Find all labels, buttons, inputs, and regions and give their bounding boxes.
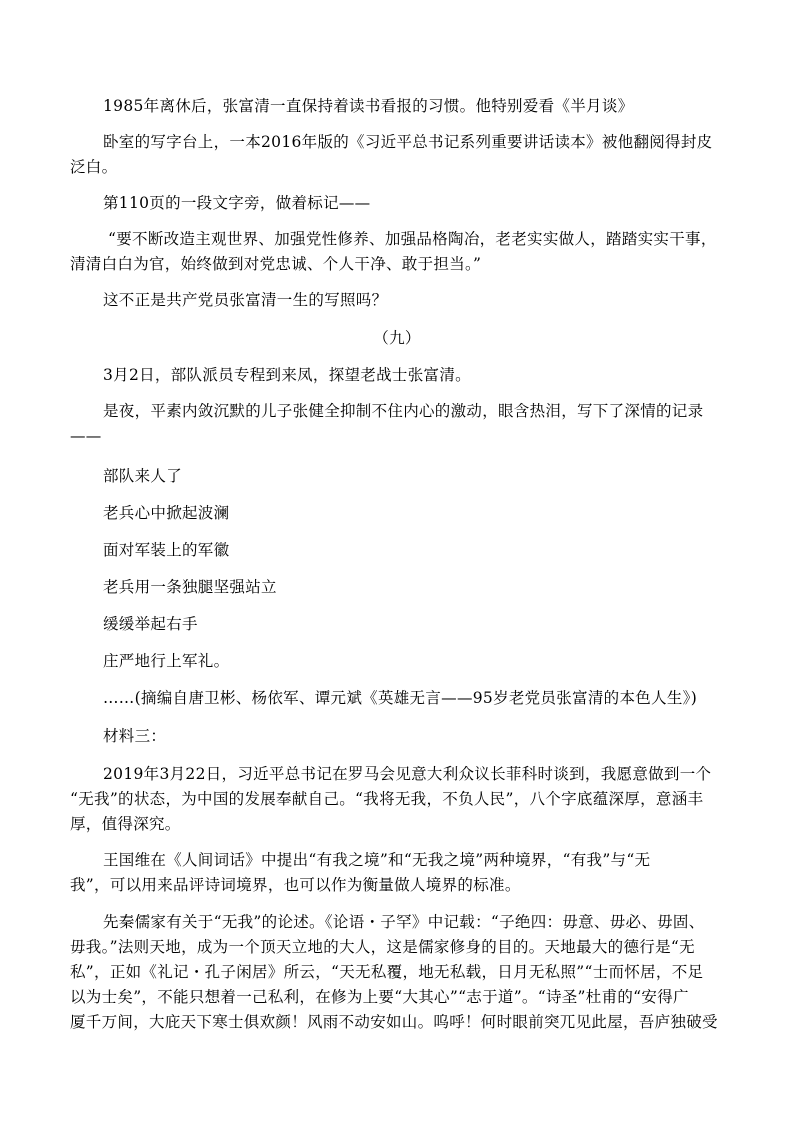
- paragraph-wang-guowei-line1: 王国维在《人间词话》中提出“有我之境”和“无我之境”两种境界，“有我”与“无: [103, 851, 651, 869]
- paragraph-no-self-line3: 厚，值得深究。: [70, 815, 181, 833]
- paragraph-portrait: 这不正是共产党员张富清一生的写照吗？: [103, 291, 388, 309]
- paragraph-desk-book-line1: 卧室的写字台上，一本2016年版的《习近平总书记系列重要讲话读本》被他翻阅得封皮: [103, 133, 713, 151]
- poem-line-1: 部队来人了: [103, 467, 183, 485]
- paragraph-son-record-line2: ——: [70, 427, 102, 445]
- paragraph-confucian-line2: 毋我。”法则天地，成为一个顶天立地的大人，这是儒家修身的目的。天地最大的德行是“无: [70, 938, 695, 956]
- paragraph-reading-habit: 1985年离休后，张富清一直保持着读书看报的习惯。他特别爱看《半月谈》: [103, 97, 634, 115]
- paragraph-page-mark: 第110页的一段文字旁，做着标记——: [103, 194, 371, 212]
- paragraph-confucian-line4: 以为士矣”，不能只想着一己私利，在修为上要“大其心”“志于道”。“诗圣”杜甫的“安得广: [70, 988, 689, 1006]
- paragraph-wang-guowei-line2: 我”，可以用来品评诗词境界，也可以作为衡量做人境界的标准。: [70, 876, 521, 894]
- paragraph-no-self-line2: “无我”的状态，为中国的发展奉献自己。“我将无我，不负人民”，八个字底蕴深厚，意涵丰: [70, 790, 704, 808]
- poem-line-2: 老兵心中掀起波澜: [103, 504, 230, 522]
- quote-line1: “要不断改造主观世界、加强党性修养、加强品格陶冶，老老实实做人，踏踏实实干事，: [108, 230, 717, 248]
- paragraph-confucian-line1: 先秦儒家有关于“无我”的论述。《论语・子罕》中记载：“子绝四：毋意、毋必、毋固、: [103, 913, 705, 931]
- paragraph-son-record-line1: 是夜，平素内敛沉默的儿子张健全抑制不住内心的激动，眼含热泪，写下了深情的记录: [103, 402, 704, 420]
- paragraph-confucian-line5: 厦千万间，大庇天下寒士俱欢颜！风雨不动安如山。呜呼！何时眼前突兀见此屋，吾庐独破受: [70, 1013, 718, 1031]
- material-three-heading: 材料三：: [103, 727, 167, 745]
- paragraph-desk-book-line2: 泛白。: [70, 158, 118, 176]
- poem-line-3: 面对军装上的军徽: [103, 541, 230, 559]
- source-citation: ……(摘编自唐卫彬、杨依军、谭元斌《英雄无言——95岁老党员张富清的本色人生》): [103, 689, 698, 707]
- paragraph-visit: 3月2日，部队派员专程到来凤，探望老战士张富清。: [103, 366, 471, 384]
- paragraph-no-self-line1: 2019年3月22日，习近平总书记在罗马会见意大利众议长菲科时谈到，我愿意做到一个: [103, 765, 712, 783]
- section-heading-nine: （九）: [373, 329, 421, 347]
- paragraph-confucian-line3: 私”，正如《礼记・孔子闲居》所云，“天无私覆，地无私载，日月无私照”“士而怀居，不足: [70, 963, 704, 981]
- poem-line-5: 缓缓举起右手: [103, 615, 198, 633]
- quote-line2: 清清白白为官，始终做到对党忠诚、个人干净、敢于担当。”: [70, 255, 482, 273]
- poem-line-4: 老兵用一条独腿坚强站立: [103, 578, 277, 596]
- poem-line-6: 庄严地行上军礼。: [103, 652, 230, 670]
